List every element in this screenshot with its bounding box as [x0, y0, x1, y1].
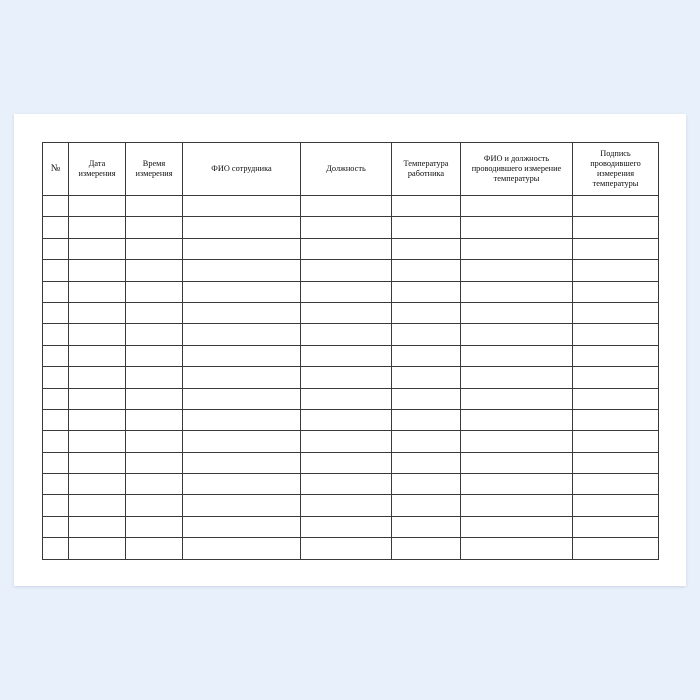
table-cell[interactable]: [43, 281, 69, 302]
table-cell[interactable]: [183, 238, 301, 259]
table-cell[interactable]: [301, 217, 392, 238]
table-row: [43, 431, 659, 452]
table-cell[interactable]: [573, 516, 659, 537]
table-cell[interactable]: [392, 196, 461, 217]
table-cell[interactable]: [392, 516, 461, 537]
table-cell[interactable]: [43, 452, 69, 473]
table-cell[interactable]: [69, 409, 126, 430]
table-cell[interactable]: [301, 302, 392, 323]
table-cell[interactable]: [301, 452, 392, 473]
table-cell[interactable]: [126, 538, 183, 559]
table-cell[interactable]: [126, 495, 183, 516]
table-cell[interactable]: [126, 302, 183, 323]
table-cell[interactable]: [461, 260, 573, 281]
table-cell[interactable]: [183, 495, 301, 516]
table-cell[interactable]: [301, 409, 392, 430]
table-cell[interactable]: [461, 196, 573, 217]
table-cell[interactable]: [69, 538, 126, 559]
temperature-log-table: [42, 142, 659, 560]
table-row: [43, 367, 659, 388]
table-cell[interactable]: [392, 452, 461, 473]
table-cell[interactable]: [43, 367, 69, 388]
table-cell[interactable]: [301, 345, 392, 366]
table-cell[interactable]: [183, 324, 301, 345]
table-cell[interactable]: [392, 260, 461, 281]
table-cell[interactable]: [183, 538, 301, 559]
table-row: [43, 345, 659, 366]
table-cell[interactable]: [573, 281, 659, 302]
table-cell[interactable]: [126, 196, 183, 217]
temperature-log-table-wrapper: [42, 142, 658, 560]
table-cell[interactable]: [301, 538, 392, 559]
table-cell[interactable]: [126, 367, 183, 388]
table-cell[interactable]: [573, 409, 659, 430]
table-cell[interactable]: [392, 281, 461, 302]
column-header-measurement-date: Дата измерения: [69, 143, 126, 196]
table-cell[interactable]: [301, 196, 392, 217]
column-header-measurement-time: Время измерения: [126, 143, 183, 196]
column-header-employee-name: ФИО сотрудника: [183, 143, 301, 196]
table-cell[interactable]: [43, 196, 69, 217]
table-cell[interactable]: [392, 431, 461, 452]
table-cell[interactable]: [183, 217, 301, 238]
table-cell[interactable]: [461, 538, 573, 559]
table-cell[interactable]: [183, 474, 301, 495]
table-cell[interactable]: [183, 196, 301, 217]
table-row: [43, 302, 659, 323]
table-cell[interactable]: [69, 281, 126, 302]
table-cell[interactable]: [301, 431, 392, 452]
table-cell[interactable]: [43, 238, 69, 259]
table-cell[interactable]: [573, 324, 659, 345]
table-cell[interactable]: [392, 474, 461, 495]
table-cell[interactable]: [301, 388, 392, 409]
table-cell[interactable]: [461, 388, 573, 409]
table-row: [43, 196, 659, 217]
table-cell[interactable]: [461, 324, 573, 345]
table-cell[interactable]: [392, 495, 461, 516]
table-cell[interactable]: [43, 345, 69, 366]
table-cell[interactable]: [461, 217, 573, 238]
table-cell[interactable]: [126, 431, 183, 452]
table-cell[interactable]: [43, 217, 69, 238]
table-cell[interactable]: [69, 345, 126, 366]
column-header-position: Должность: [301, 143, 392, 196]
table-cell[interactable]: [126, 474, 183, 495]
table-cell[interactable]: [69, 217, 126, 238]
table-header-row: [43, 143, 659, 196]
table-cell[interactable]: [43, 431, 69, 452]
table-cell[interactable]: [69, 238, 126, 259]
table-cell[interactable]: [43, 516, 69, 537]
table-cell[interactable]: [392, 302, 461, 323]
table-cell[interactable]: [573, 474, 659, 495]
table-cell[interactable]: [392, 238, 461, 259]
table-row: [43, 516, 659, 537]
table-cell[interactable]: [183, 409, 301, 430]
table-cell[interactable]: [43, 260, 69, 281]
table-cell[interactable]: [183, 302, 301, 323]
document-sheet: [14, 114, 686, 586]
table-cell[interactable]: [461, 238, 573, 259]
table-cell[interactable]: [301, 516, 392, 537]
table-cell[interactable]: [183, 260, 301, 281]
table-cell[interactable]: [573, 367, 659, 388]
column-header-employee-temperature: Температура работника: [392, 143, 461, 196]
table-cell[interactable]: [461, 281, 573, 302]
table-cell[interactable]: [392, 345, 461, 366]
table-cell[interactable]: [43, 474, 69, 495]
table-cell[interactable]: [392, 324, 461, 345]
table-cell[interactable]: [392, 217, 461, 238]
table-cell[interactable]: [69, 452, 126, 473]
table-cell[interactable]: [573, 495, 659, 516]
table-cell[interactable]: [573, 302, 659, 323]
table-cell[interactable]: [301, 238, 392, 259]
table-cell[interactable]: [461, 409, 573, 430]
table-cell[interactable]: [126, 324, 183, 345]
table-cell[interactable]: [573, 452, 659, 473]
table-cell[interactable]: [69, 260, 126, 281]
table-cell[interactable]: [126, 238, 183, 259]
table-cell[interactable]: [461, 495, 573, 516]
table-cell[interactable]: [461, 516, 573, 537]
table-cell[interactable]: [43, 302, 69, 323]
table-cell[interactable]: [392, 538, 461, 559]
table-cell[interactable]: [69, 196, 126, 217]
table-cell[interactable]: [69, 388, 126, 409]
table-cell[interactable]: [126, 345, 183, 366]
table-cell[interactable]: [183, 452, 301, 473]
table-cell[interactable]: [301, 324, 392, 345]
table-cell[interactable]: [301, 281, 392, 302]
table-cell[interactable]: [461, 431, 573, 452]
table-cell[interactable]: [301, 474, 392, 495]
column-header-measurer-name-position: ФИО и должность проводившего измерение температуры: [461, 143, 573, 196]
table-cell[interactable]: [126, 260, 183, 281]
table-row: [43, 452, 659, 473]
table-cell[interactable]: [69, 516, 126, 537]
table-cell[interactable]: [461, 345, 573, 366]
table-row: [43, 409, 659, 430]
table-body: [43, 196, 659, 560]
table-cell[interactable]: [392, 367, 461, 388]
table-cell[interactable]: [301, 495, 392, 516]
table-cell[interactable]: [573, 431, 659, 452]
table-cell[interactable]: [301, 367, 392, 388]
table-cell[interactable]: [69, 302, 126, 323]
table-cell[interactable]: [461, 302, 573, 323]
table-cell[interactable]: [183, 367, 301, 388]
table-cell[interactable]: [301, 260, 392, 281]
table-cell[interactable]: [183, 431, 301, 452]
table-cell[interactable]: [573, 388, 659, 409]
table-header: [43, 143, 659, 196]
table-cell[interactable]: [43, 388, 69, 409]
table-cell[interactable]: [183, 516, 301, 537]
table-cell[interactable]: [392, 388, 461, 409]
table-row: [43, 238, 659, 259]
table-cell[interactable]: [126, 516, 183, 537]
table-cell[interactable]: [69, 431, 126, 452]
column-header-number: №: [43, 143, 69, 196]
table-row: [43, 217, 659, 238]
table-cell[interactable]: [573, 238, 659, 259]
table-cell[interactable]: [43, 538, 69, 559]
table-row: [43, 281, 659, 302]
table-cell[interactable]: [126, 217, 183, 238]
table-cell[interactable]: [126, 409, 183, 430]
table-cell[interactable]: [573, 260, 659, 281]
table-row: [43, 495, 659, 516]
table-cell[interactable]: [126, 452, 183, 473]
table-row: [43, 324, 659, 345]
table-cell[interactable]: [126, 388, 183, 409]
table-cell[interactable]: [43, 324, 69, 345]
table-cell[interactable]: [43, 495, 69, 516]
column-header-measurer-signature: Подпись проводившего измерения температуры: [573, 143, 659, 196]
table-cell[interactable]: [69, 367, 126, 388]
table-cell[interactable]: [573, 217, 659, 238]
table-cell[interactable]: [183, 281, 301, 302]
table-cell[interactable]: [573, 196, 659, 217]
table-cell[interactable]: [573, 345, 659, 366]
table-row: [43, 474, 659, 495]
table-cell[interactable]: [183, 345, 301, 366]
table-cell[interactable]: [461, 367, 573, 388]
table-cell[interactable]: [126, 281, 183, 302]
table-cell[interactable]: [573, 538, 659, 559]
table-cell[interactable]: [461, 452, 573, 473]
table-cell[interactable]: [43, 409, 69, 430]
table-row: [43, 388, 659, 409]
table-row: [43, 260, 659, 281]
table-row: [43, 538, 659, 559]
table-cell[interactable]: [392, 409, 461, 430]
table-cell[interactable]: [461, 474, 573, 495]
table-cell[interactable]: [183, 388, 301, 409]
table-cell[interactable]: [69, 324, 126, 345]
table-cell[interactable]: [69, 474, 126, 495]
table-cell[interactable]: [69, 495, 126, 516]
